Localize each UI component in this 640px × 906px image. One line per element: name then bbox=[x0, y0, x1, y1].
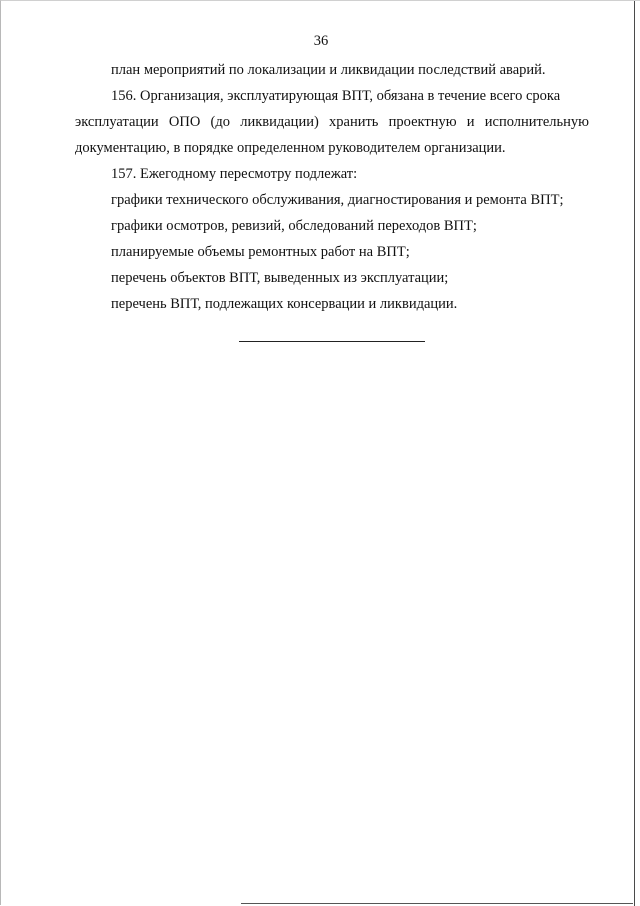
list-item-1: графики технического обслуживания, диагностирования и ремонта ВПТ; bbox=[111, 192, 564, 208]
paragraph-156-line-1: 156. Организация, эксплуатирующая ВПТ, обязана в течение всего срока bbox=[111, 88, 561, 104]
list-item-4: перечень объектов ВПТ, выведенных из эксплуатации; bbox=[111, 270, 449, 286]
paragraph-157-heading: 157. Ежегодному пересмотру подлежат: bbox=[111, 166, 358, 182]
list-item-2: графики осмотров, ревизий, обследований переходов ВПТ; bbox=[111, 218, 477, 234]
page-edge-bottom bbox=[241, 903, 633, 904]
page-edge-right bbox=[634, 1, 635, 906]
paragraph-156-line-3: документацию, в порядке определенном руководителем организации. bbox=[75, 140, 506, 156]
list-item-5: перечень ВПТ, подлежащих консервации и ликвидации. bbox=[111, 296, 458, 312]
list-item-3: планируемые объемы ремонтных работ на ВПТ; bbox=[111, 244, 410, 260]
paragraph-156-line-2: эксплуатации ОПО (до ликвидации) хранить проектную и исполнительную bbox=[75, 114, 589, 130]
end-separator-line bbox=[239, 341, 425, 342]
text-line-1: план мероприятий по локализации и ликвидации последствий аварий. bbox=[111, 62, 546, 78]
page-number: 36 bbox=[313, 33, 329, 49]
